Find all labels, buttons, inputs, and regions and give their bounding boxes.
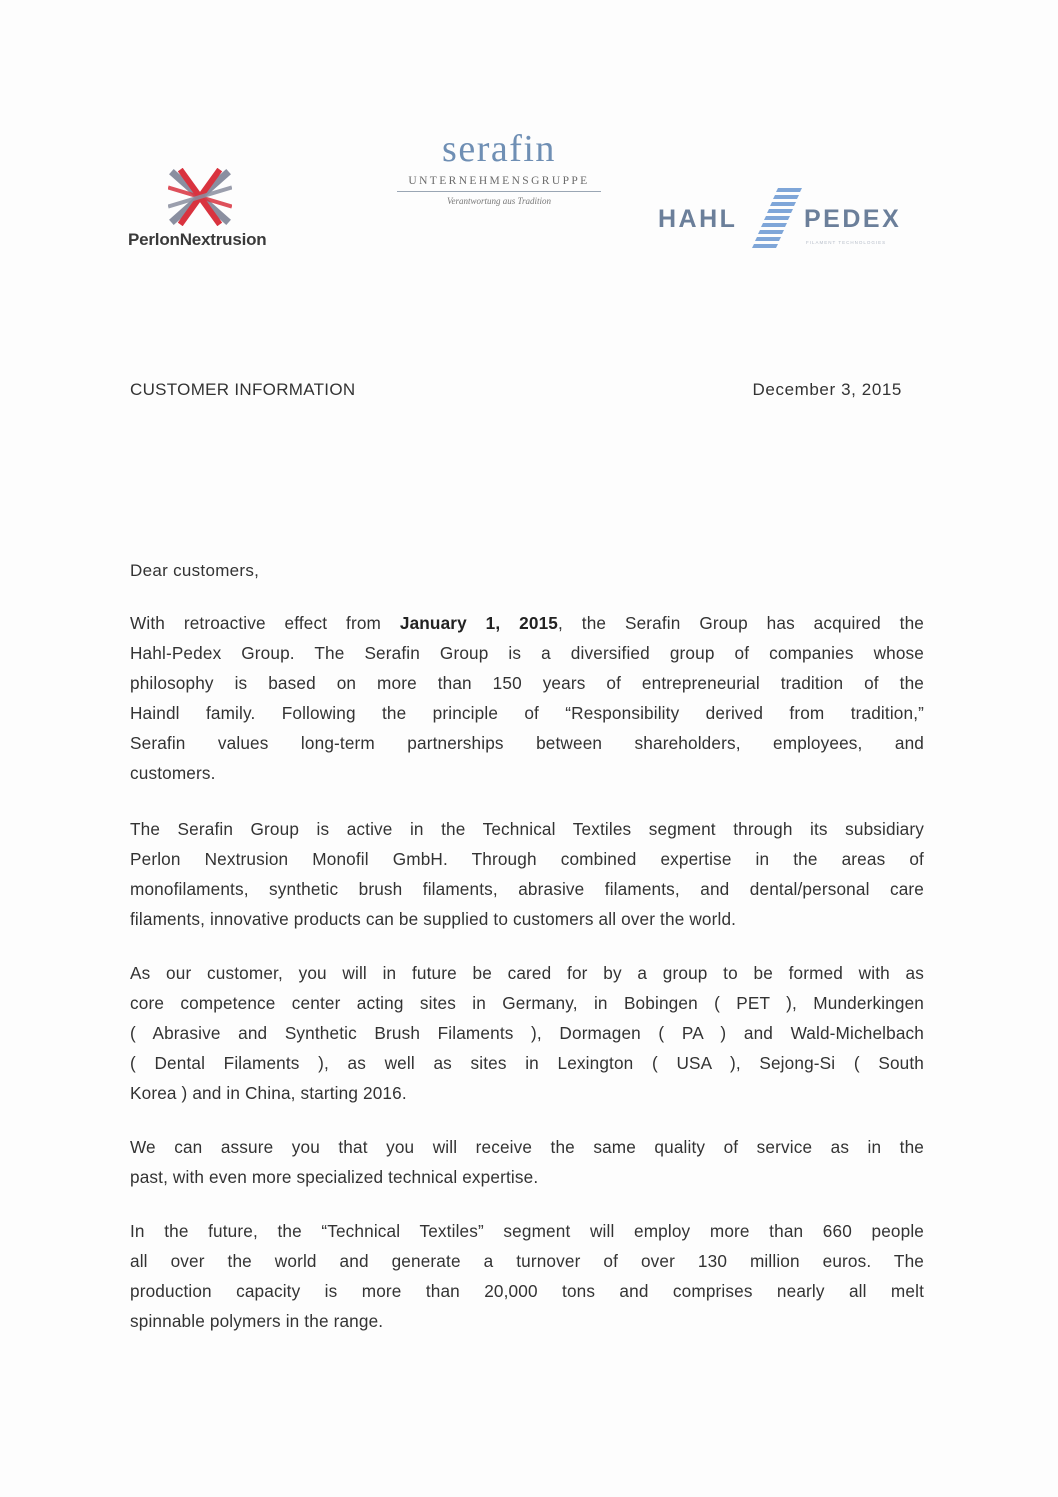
paragraph-line: monofilaments, synthetic brush filaments, abrasive filaments, and dental/personal care xyxy=(130,879,924,899)
perlon-nextrusion-logo xyxy=(128,168,288,252)
paragraph-line: core competence center acting sites in Germany, in Bobingen ( PET ), Munderkingen xyxy=(130,993,924,1013)
serafin-logo-subtitle: UNTERNEHMENSGRUPPE xyxy=(408,175,590,187)
document-type: CUSTOMER INFORMATION xyxy=(130,380,356,399)
serafin-logo-tagline: Verantwortung aus Tradition xyxy=(446,196,552,206)
paragraph-line: Korea ) and in China, starting 2016. xyxy=(130,1083,407,1103)
paragraph-line: We can assure you that you will receive the same quality of service as in the xyxy=(130,1137,924,1157)
serafin-logo-name: serafin xyxy=(442,128,556,170)
paragraph-future-outlook xyxy=(130,1216,924,1336)
document-date: December 3, 2015 xyxy=(752,380,902,399)
paragraph-line: Perlon Nextrusion Monofil GmbH. Through combined expertise in the areas of xyxy=(130,849,924,869)
paragraph-line: past, with even more specialized technical expertise. xyxy=(130,1167,539,1187)
paragraph-service-assurance xyxy=(130,1132,924,1192)
pedex-logo-word: PEDEX xyxy=(804,205,902,233)
hahl-pedex-logo xyxy=(656,186,922,256)
paragraph-sites xyxy=(130,958,924,1108)
hahl-logo-word: HAHL xyxy=(658,205,738,233)
paragraph-technical-textiles xyxy=(130,814,924,934)
paragraph-line: As our customer, you will in future be cared for by a group to be formed with as xyxy=(130,963,924,983)
text-run: With retroactive effect from xyxy=(130,613,400,633)
paragraph-line: Hahl-Pedex Group. The Serafin Group is a diversified group of companies whose xyxy=(130,643,924,663)
paragraph-line: ( Dental Filaments ), as well as sites in Lexington ( USA ), Sejong-Si ( South xyxy=(130,1053,924,1073)
paragraph-line: production capacity is more than 20,000 tons and comprises nearly all melt xyxy=(130,1281,924,1301)
perlon-logo-text: PerlonNextrusion xyxy=(128,230,267,249)
paragraph-line xyxy=(130,608,924,638)
paragraph-line: Serafin values long-term partnerships between shareholders, employees, and xyxy=(130,733,924,753)
paragraph-line: In the future, the “Technical Textiles” segment will employ more than 660 people xyxy=(130,1221,924,1241)
paragraph-line: customers. xyxy=(130,763,216,783)
text-run: , the Serafin Group has acquired the xyxy=(558,613,925,633)
paragraph-line: Haindl family. Following the principle of “Responsibility derived from tradition,” xyxy=(130,703,924,723)
salutation: Dear customers, xyxy=(130,561,260,580)
paragraph-line: all over the world and generate a turnover of over 130 million euros. The xyxy=(130,1251,924,1271)
paragraph-line: philosophy is based on more than 150 years of entrepreneurial tradition of the xyxy=(130,673,924,693)
paragraph-line: filaments, innovative products can be supplied to customers all over the world. xyxy=(130,909,737,929)
hahl-pedex-tagline: FILAMENT TECHNOLOGIES xyxy=(806,240,887,245)
paragraph-line: spinnable polymers in the range. xyxy=(130,1311,384,1331)
paragraph-line: ( Abrasive and Synthetic Brush Filaments ), Dormagen ( PA ) and Wald-Michelbach xyxy=(130,1023,924,1043)
perlon-cross-icon xyxy=(168,168,232,226)
stripes-icon xyxy=(750,188,802,254)
serafin-logo-rule xyxy=(397,191,601,192)
bold-date: January 1, 2015 xyxy=(399,613,558,633)
paragraph-acquisition xyxy=(130,608,924,788)
serafin-logo xyxy=(394,128,604,218)
paragraph-line: The Serafin Group is active in the Technical Textiles segment through its subsidiary xyxy=(130,819,924,839)
